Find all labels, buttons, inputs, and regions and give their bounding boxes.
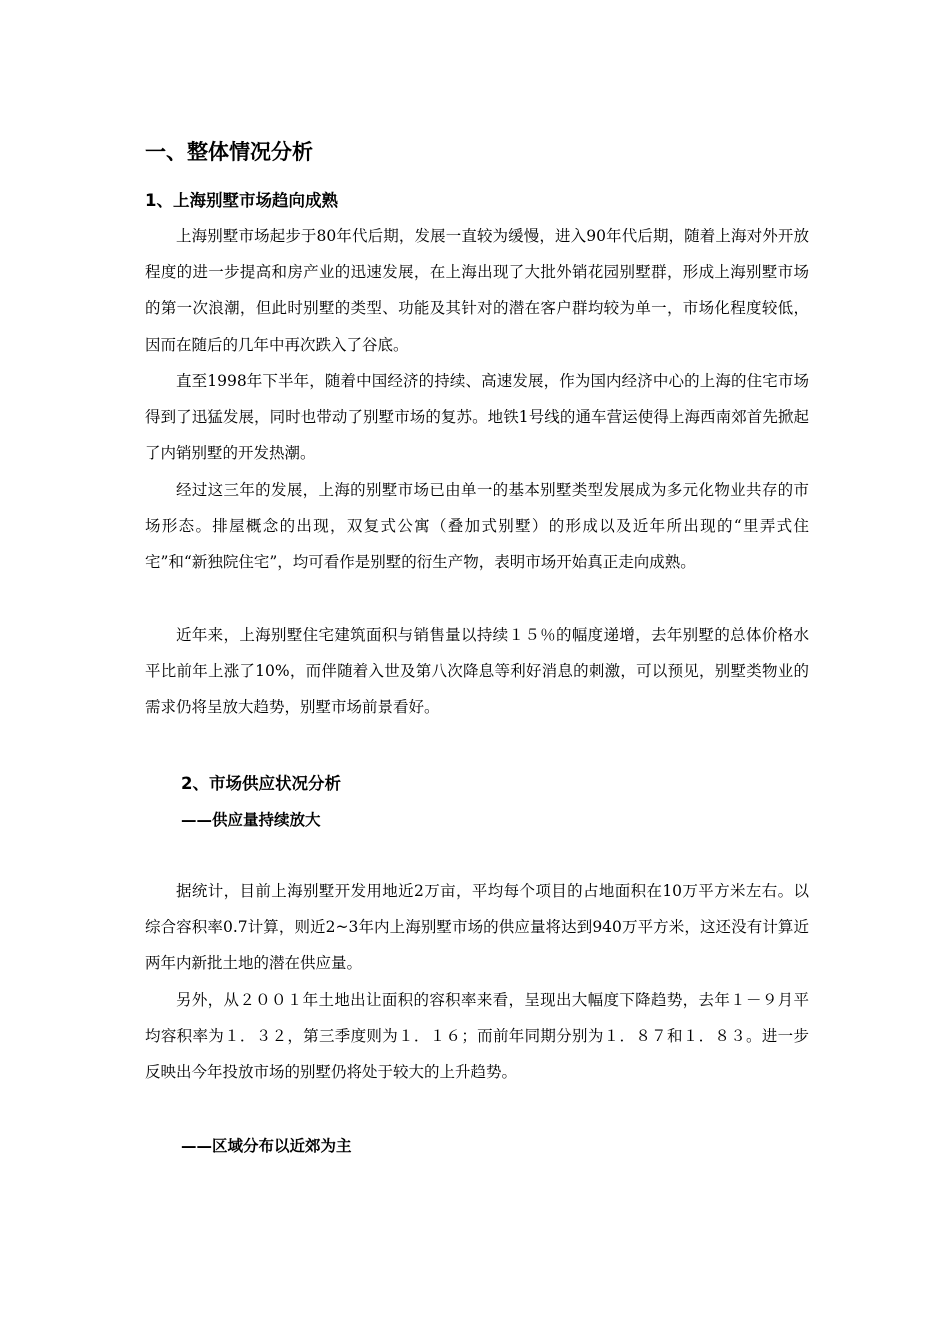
section-title-market-maturity: 1、上海别墅市场趋向成熟: [145, 191, 338, 210]
paragraph: 另外，从２００１年土地出让面积的容积率来看，呈现出大幅度下降趋势，去年１－９月平均容积率为１．３２，第三季度则为１．１６；而前年同期分别为１．８７和１．８３。进一步反映出今年投放市场的别墅仍将处于较大的上升趋势。: [145, 991, 809, 1082]
section-title-supply-analysis: 2、市场供应状况分析: [181, 774, 341, 793]
paragraph: 直至1998年下半年，随着中国经济的持续、高速发展，作为国内经济中心的上海的住宅市场得到了迅猛发展，同时也带动了别墅市场的复苏。地铁1号线的通车营运使得上海西南郊首先掀起了内销别墅的开发热潮。: [145, 372, 809, 463]
paragraph: 近年来，上海别墅住宅建筑面积与销售量以持续１５％的幅度递增，去年别墅的总体价格水平比前年上涨了10%，而伴随着入世及第八次降息等利好消息的刺激，可以预见，别墅类物业的需求仍将呈放大趋势，别墅市场前景看好。: [145, 626, 809, 717]
paragraph: 上海别墅市场起步于80年代后期，发展一直较为缓慢，进入90年代后期，随着上海对外开放程度的进一步提高和房产业的迅速发展，在上海出现了大批外销花园别墅群，形成上海别墅市场的第一次浪潮，但此时别墅的类型、功能及其针对的潜在客户群均较为单一，市场化程度较低，因而在随后的几年中再次跌入了谷底。: [145, 227, 809, 354]
subsection-title-regional-distribution: ——区域分布以近郊为主: [181, 1137, 352, 1155]
page-title: 一、整体情况分析: [145, 140, 313, 164]
paragraph: 据统计，目前上海别墅开发用地近2万亩，平均每个项目的占地面积在10万平方米左右。以综合容积率0.7计算，则近2~3年内上海别墅市场的供应量将达到940万平方米，这还没有计算近两年内新批土地的潜在供应量。: [145, 882, 809, 973]
subsection-title-supply-growth: ——供应量持续放大: [181, 811, 321, 829]
paragraph: 经过这三年的发展，上海的别墅市场已由单一的基本别墅类型发展成为多元化物业共存的市场形态。排屋概念的出现，双复式公寓（叠加式别墅）的形成以及近年所出现的“里弄式住宅”和“新独院住宅”，均可看作是别墅的衍生产物，表明市场开始真正走向成熟。: [145, 481, 809, 572]
